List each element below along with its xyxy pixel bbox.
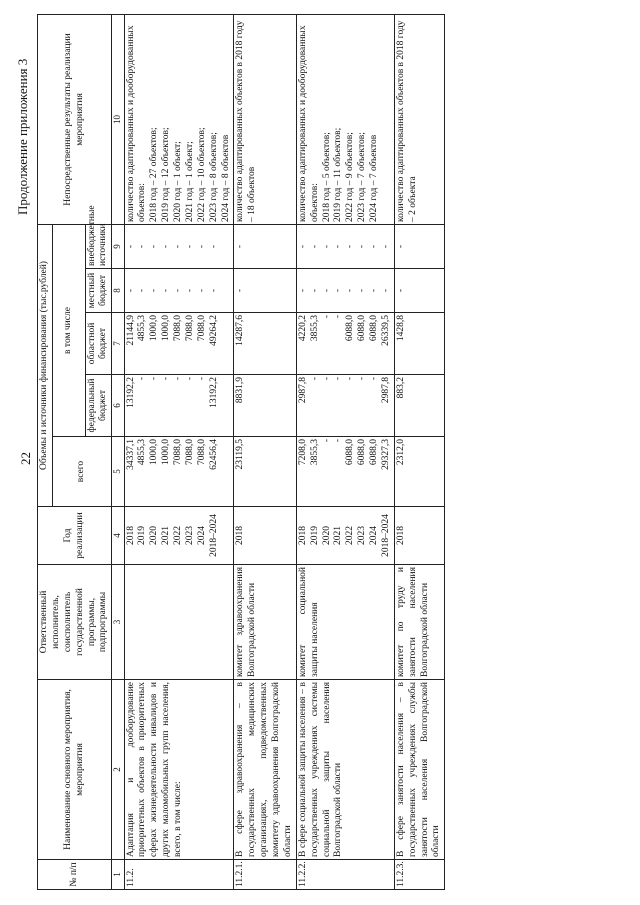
loc-value: - (309, 288, 320, 293)
row-num: 11.2. (124, 860, 234, 890)
col-number: 5 (112, 437, 124, 507)
obl-value: 26339,5 (380, 315, 391, 346)
total-value: 3855,3 (309, 439, 320, 466)
loc-value: - (184, 288, 195, 293)
ext-value: - (208, 244, 219, 249)
obl-value: 7088,0 (173, 315, 183, 342)
col-number: 6 (112, 375, 124, 437)
row-obl (234, 313, 296, 375)
years-value: 2023 (184, 526, 195, 545)
row-fed (296, 375, 394, 437)
ext-value: - (196, 244, 207, 249)
row-fed (234, 375, 296, 437)
ext-value: - (173, 244, 183, 249)
ext-value: - (321, 244, 332, 249)
fed-value: - (357, 377, 368, 381)
obl-value: 14287,6 (235, 315, 246, 346)
row-name: В сфере социальной защиты населения – в государственных учреждениях системы социальной защиты населения Волгоградской области (296, 680, 394, 860)
table-row (394, 14, 445, 889)
years-value: 2021 (161, 526, 172, 545)
loc-value: - (173, 288, 183, 293)
loc-value: - (380, 288, 391, 293)
fed-value: - (161, 377, 172, 381)
row-years (394, 507, 445, 565)
loc-value: - (161, 288, 172, 293)
row-loc (296, 269, 394, 313)
ext-value: - (369, 244, 379, 249)
loc-value: - (333, 288, 344, 293)
loc-value: - (235, 288, 246, 293)
total-value: 4855,3 (137, 439, 148, 466)
result-line: 2018 год – 5 объектов; (321, 132, 332, 222)
row-num: 11.2.3. (394, 860, 445, 890)
total-value: 62456,4 (208, 439, 219, 470)
total-value: 7208,0 (297, 439, 308, 466)
loc-value: - (321, 288, 332, 293)
years-value: 2020 (321, 526, 332, 545)
total-value: 1000,0 (149, 439, 160, 466)
years-value: 2018 (395, 526, 406, 545)
result-line: 2021 год – 1 объект; (184, 141, 195, 222)
row-total (296, 437, 394, 507)
row-total (234, 437, 296, 507)
col-number: 4 (112, 507, 124, 565)
result-line: 2020 год – 1 объект; (173, 141, 183, 222)
row-years (234, 507, 296, 565)
years-value: 2020 (149, 526, 160, 545)
row-exec: комитет здравоохранения Волгоградской области (234, 565, 296, 680)
fed-value: - (149, 377, 160, 381)
loc-value: - (137, 288, 148, 293)
header-total: всего (52, 437, 111, 507)
ext-value: - (333, 244, 344, 249)
ext-value: - (345, 244, 356, 249)
continuation-caption: Продолжение приложения 3 (15, 58, 30, 215)
ext-value: - (137, 244, 148, 249)
table-row (124, 14, 234, 889)
col-number: 1 (112, 860, 124, 890)
row-years (296, 507, 394, 565)
years-value: 2018 (125, 526, 136, 545)
header-finance: Объемы и источники финансирования (тыс.рублей) (38, 224, 53, 506)
years-value: 2018 (297, 526, 308, 545)
header-loc: местный бюджет (85, 269, 112, 313)
total-value: 2312,0 (395, 439, 406, 466)
result-line: 2019 год – 11 объектов; (333, 127, 344, 222)
years-value: 2018–2024 (208, 514, 219, 557)
total-value: 1000,0 (161, 439, 172, 466)
total-value: 7088,0 (173, 439, 183, 466)
years-value: 2022 (345, 526, 356, 545)
fed-value: 2987,8 (380, 377, 391, 404)
obl-value: 1428,8 (395, 315, 406, 342)
fed-value: - (333, 377, 344, 381)
total-value: 6088,0 (357, 439, 368, 466)
loc-value: - (297, 288, 308, 293)
loc-value: - (208, 288, 219, 293)
ext-value: - (125, 244, 136, 249)
row-obl (394, 313, 445, 375)
row-exec: комитет социальной защиты населения (296, 565, 394, 680)
years-value: 2021 (333, 526, 344, 545)
header-num: № п/п (38, 860, 112, 890)
result-line: 2022 год – 10 объектов; (196, 127, 207, 222)
years-value: 2019 (137, 526, 148, 545)
result-line: количество адаптированных объектов в 2018 году – 18 объектов (235, 20, 258, 222)
obl-value: - (321, 315, 332, 319)
program-table (37, 14, 445, 890)
header-name: Наименование основного мероприятия, мероприятия (38, 680, 112, 860)
row-loc (394, 269, 445, 313)
row-result (124, 14, 234, 224)
loc-value: - (196, 288, 207, 293)
loc-value: - (345, 288, 356, 293)
loc-value: - (369, 288, 379, 293)
result-line: 2019 год – 12 объектов; (161, 127, 172, 222)
obl-value: 49264,2 (208, 315, 219, 346)
ext-value: - (149, 244, 160, 249)
fed-value: - (137, 377, 148, 381)
row-exec: комитет по труду и занятости населения Волгоградской области (394, 565, 445, 680)
row-ext (234, 224, 296, 268)
obl-value: 6088,0 (357, 315, 368, 342)
obl-value: 4855,3 (137, 315, 148, 342)
result-line: 2023 год – 8 объектов; (208, 132, 219, 222)
fed-value: 8831,9 (235, 377, 246, 404)
row-ext (296, 224, 394, 268)
fed-value: - (321, 377, 332, 381)
table-body (124, 14, 445, 889)
row-name: В сфере здравоохранения – в государственных медицинских организациях, подведомственных комитету здравоохранения Волгоградской области (234, 680, 296, 860)
ext-value: - (395, 244, 406, 249)
row-obl (296, 313, 394, 375)
result-line: 2018 год – 27 объектов; (149, 127, 160, 222)
header-ext: внебюджетные источники (85, 224, 112, 268)
ext-value: - (161, 244, 172, 249)
row-loc (124, 269, 234, 313)
fed-value: 13192,2 (125, 377, 136, 408)
header-result: Непосредственные результаты реализации мероприятия (38, 14, 112, 224)
obl-value: 3855,3 (309, 315, 320, 342)
col-number: 8 (112, 269, 124, 313)
fed-value: - (173, 377, 183, 381)
row-result (394, 14, 445, 224)
obl-value: 4220,2 (297, 315, 308, 342)
loc-value: - (125, 288, 136, 293)
header-year: Год реализации (38, 507, 112, 565)
table-row (296, 14, 394, 889)
obl-value: 1000,0 (149, 315, 160, 342)
row-result (234, 14, 296, 224)
obl-value: 21144,9 (125, 315, 136, 346)
loc-value: - (357, 288, 368, 293)
obl-value: 7088,0 (184, 315, 195, 342)
result-line: количество адаптированных и дооборудованных объектов: (125, 25, 148, 222)
obl-value: 6088,0 (369, 315, 379, 342)
col-number: 2 (112, 680, 124, 860)
obl-value: 6088,0 (345, 315, 356, 342)
result-line: количество адаптированных и дооборудованных объектов: (297, 25, 320, 222)
fed-value: 883,2 (395, 377, 406, 399)
row-num: 11.2.1. (234, 860, 296, 890)
row-result (296, 14, 394, 224)
years-value: 2018 (235, 526, 246, 545)
years-value: 2024 (369, 526, 379, 545)
result-line: 2023 год – 7 объектов; (357, 132, 368, 222)
page-number: 22 (18, 452, 33, 465)
ext-value: - (297, 244, 308, 249)
obl-value: 7088,0 (196, 315, 207, 342)
fed-value: - (309, 377, 320, 381)
ext-value: - (380, 244, 391, 249)
row-years (124, 507, 234, 565)
total-value: - (321, 439, 332, 443)
obl-value: 1000,0 (161, 315, 172, 342)
row-ext (124, 224, 234, 268)
obl-value: - (333, 315, 344, 319)
row-exec (124, 565, 234, 680)
header-obl: областной бюджет (85, 313, 112, 375)
years-value: 2019 (309, 526, 320, 545)
fed-value: - (184, 377, 195, 381)
total-value: 6088,0 (345, 439, 356, 466)
row-obl (124, 313, 234, 375)
row-name: В сфере занятости населения – в государственных учреждениях службы занятости населения Волгоградской области (394, 680, 445, 860)
row-fed (124, 375, 234, 437)
years-value: 2022 (173, 526, 183, 545)
ext-value: - (357, 244, 368, 249)
row-fed (394, 375, 445, 437)
header-incl: в том числе (52, 224, 85, 436)
row-num: 11.2.2. (296, 860, 394, 890)
row-total (394, 437, 445, 507)
result-line: 2022 год – 9 объектов; (345, 132, 356, 222)
table-row (234, 14, 296, 889)
ext-value: - (309, 244, 320, 249)
years-value: 2024 (196, 526, 207, 545)
row-total (124, 437, 234, 507)
col-number: 10 (112, 14, 124, 224)
loc-value: - (149, 288, 160, 293)
total-value: 7088,0 (184, 439, 195, 466)
header-exec: Ответственный исполнитель, соисполнитель государственной программы, подпрограммы (38, 565, 112, 680)
fed-value: - (196, 377, 207, 381)
result-line: 2024 год – 7 объектов (369, 134, 379, 222)
fed-value: - (345, 377, 356, 381)
fed-value: 2987,8 (297, 377, 308, 404)
col-number: 9 (112, 224, 124, 268)
result-line: 2024 год – 8 объектов (220, 134, 231, 222)
row-loc (234, 269, 296, 313)
header-fed: федеральный бюджет (85, 375, 112, 437)
ext-value: - (184, 244, 195, 249)
total-value: - (333, 439, 344, 443)
col-number: 7 (112, 313, 124, 375)
years-value: 2018–2024 (380, 514, 391, 557)
fed-value: - (369, 377, 379, 381)
total-value: 34337,1 (125, 439, 136, 470)
total-value: 29327,3 (380, 439, 391, 470)
col-number: 3 (112, 565, 124, 680)
loc-value: - (395, 288, 406, 293)
fed-value: 13192,2 (208, 377, 219, 408)
row-name: Адаптация и дооборудование приоритетных объектов в приоритетных сферах жизнедеятельности инвалидов и других маломобильных групп населения, всего, в том числе: (124, 680, 234, 860)
total-value: 6088,0 (369, 439, 379, 466)
total-value: 7088,0 (196, 439, 207, 466)
years-value: 2023 (357, 526, 368, 545)
total-value: 23119,5 (235, 439, 246, 470)
ext-value: - (235, 244, 246, 249)
row-ext (394, 224, 445, 268)
result-line: количество адаптированных объектов в 2018 году – 2 объекта (395, 20, 418, 222)
